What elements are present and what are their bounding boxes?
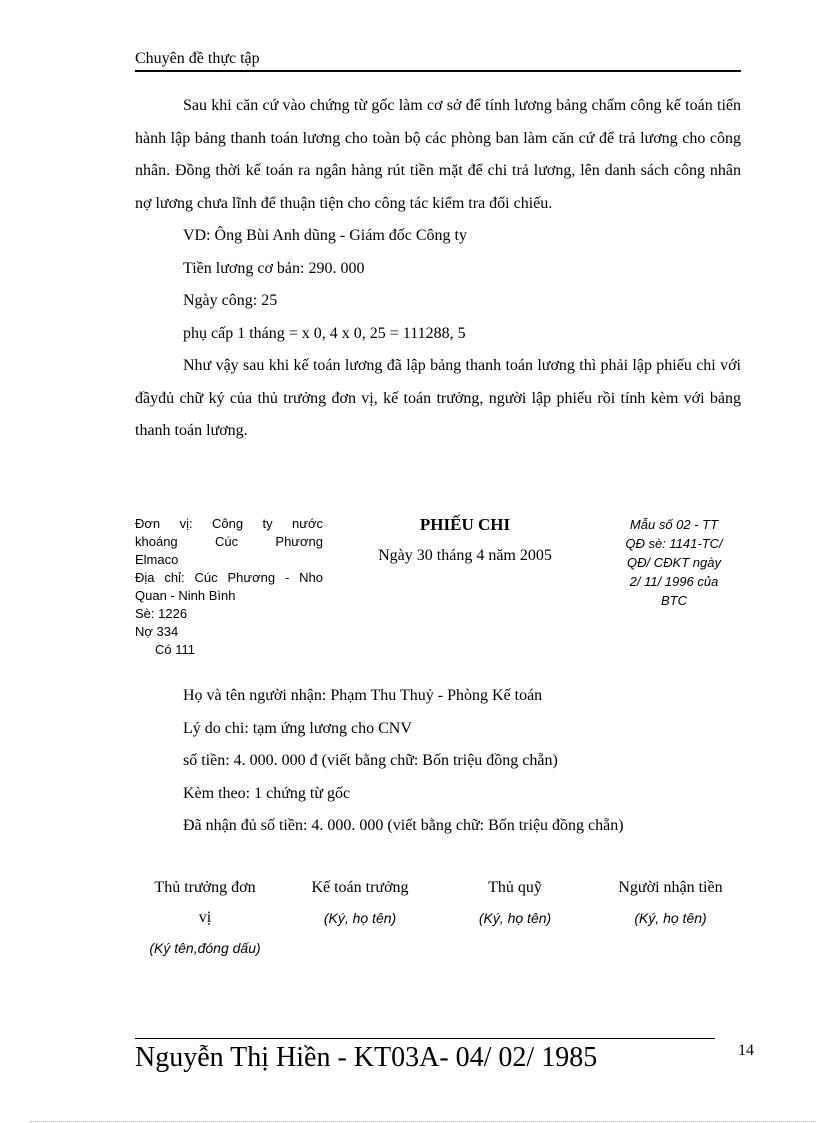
form-line: 2/ 11/ 1996 của: [629, 574, 719, 589]
footer-author: Nguyễn Thị Hiền - KT03A- 04/ 02/ 1985: [135, 1042, 598, 1073]
footer-divider: [135, 1038, 715, 1039]
form-line: BTC: [661, 593, 687, 608]
recipient-line: Họ và tên người nhận: Phạm Thu Thuỷ - Phòng Kế toán: [183, 687, 543, 704]
signature-receiver: [598, 873, 743, 933]
signature-chief-accountant: [290, 873, 430, 933]
signature-title: Kế toán trưởng: [311, 879, 409, 896]
example-line: VD: Ông Bùi Anh dũng - Giám đốc Công ty: [183, 227, 467, 244]
intro-paragraph: Sau khi căn cứ vào chứng từ gốc làm cơ sở để tính lương bảng chấm công kế toán tiến hành lập bảng thanh toán lương cho toàn bộ các phòng ban làm căn cứ để trả lương cho công nhân. Đồng thời kế toán ra ngân hàng rút tiền mặt để chi trả lương, lên danh sách công nhân nợ lương chưa lĩnh để thuận tiện cho công tác kiểm tra đối chiếu.: [135, 97, 741, 212]
page-number: 14: [738, 1042, 754, 1059]
signature-cashier: [450, 873, 580, 933]
workdays-line: Ngày công: 25: [183, 292, 278, 309]
signature-title: Thủ quỹ: [488, 879, 542, 896]
received-line: Đã nhận đủ số tiền: 4. 000. 000 (viết bằng chữ: Bốn triệu đồng chẵn): [183, 817, 624, 834]
page-header: Chuyên đề thực tập: [135, 50, 741, 72]
voucher-heading: [345, 513, 585, 567]
signature-head-of-unit: [135, 873, 275, 963]
reason-line: Lý do chi: tạm ứng lương cho CNV: [183, 719, 412, 737]
signature-note: (Ký, họ tên): [323, 910, 397, 926]
form-reference: [604, 515, 744, 610]
voucher-company-info: [135, 515, 323, 659]
signature-title: vị: [198, 909, 212, 926]
salary-line: Tiền lương cơ bản: 290. 000: [183, 259, 365, 277]
voucher-title: PHIẾU CHI: [419, 515, 511, 534]
form-line: Mẫu số 02 - TT: [629, 517, 719, 532]
allowance-line: phụ cấp 1 tháng = x 0, 4 x 0, 25 = 111288, 5: [183, 324, 466, 342]
signature-note: (Ký tên,đóng dấu): [149, 940, 261, 956]
debit-account: Nợ 334: [135, 624, 179, 639]
form-line: QĐ/ CĐKT ngày: [627, 555, 721, 570]
voucher-details: [183, 680, 743, 843]
amount-line: số tiền: 4. 000. 000 đ (viết bằng chữ: Bốn triệu đồng chẵn): [183, 752, 558, 769]
unit-line: Đơn vị: Công ty nước: [135, 516, 323, 531]
form-line: QĐ sè: 1141-TC/: [625, 536, 723, 551]
address-line: Quan - Ninh Bình: [135, 588, 236, 603]
credit-account: Có 111: [155, 642, 195, 657]
signature-note: (Ký, họ tên): [634, 910, 707, 926]
signature-title: Thủ trưởng đơn: [154, 879, 256, 896]
voucher-date: Ngày 30 tháng 4 năm 2005: [378, 547, 552, 564]
closing-paragraph: Như vậy sau khi kế toán lương đã lập bảng thanh toán lương thì phải lập phiếu chi với đầyđủ chữ ký của thủ trưởng đơn vị, kế toán trưởng, người lập phiếu rồi tính kèm với bảng thanh toán lương.: [135, 357, 741, 439]
signature-title: Người nhận tiền: [618, 879, 723, 896]
voucher-number: Sè: 1226: [135, 606, 188, 621]
unit-line: khoáng Cúc Phương: [135, 534, 323, 549]
signature-note: (Ký, họ tên): [478, 910, 552, 926]
page-bottom-border: [30, 1121, 816, 1122]
intro-section: [135, 90, 741, 448]
unit-line: Elmaco: [135, 552, 179, 567]
address-line: Địa chỉ: Cúc Phương - Nho: [135, 570, 323, 585]
attachment-line: Kèm theo: 1 chứng từ gốc: [183, 784, 351, 802]
